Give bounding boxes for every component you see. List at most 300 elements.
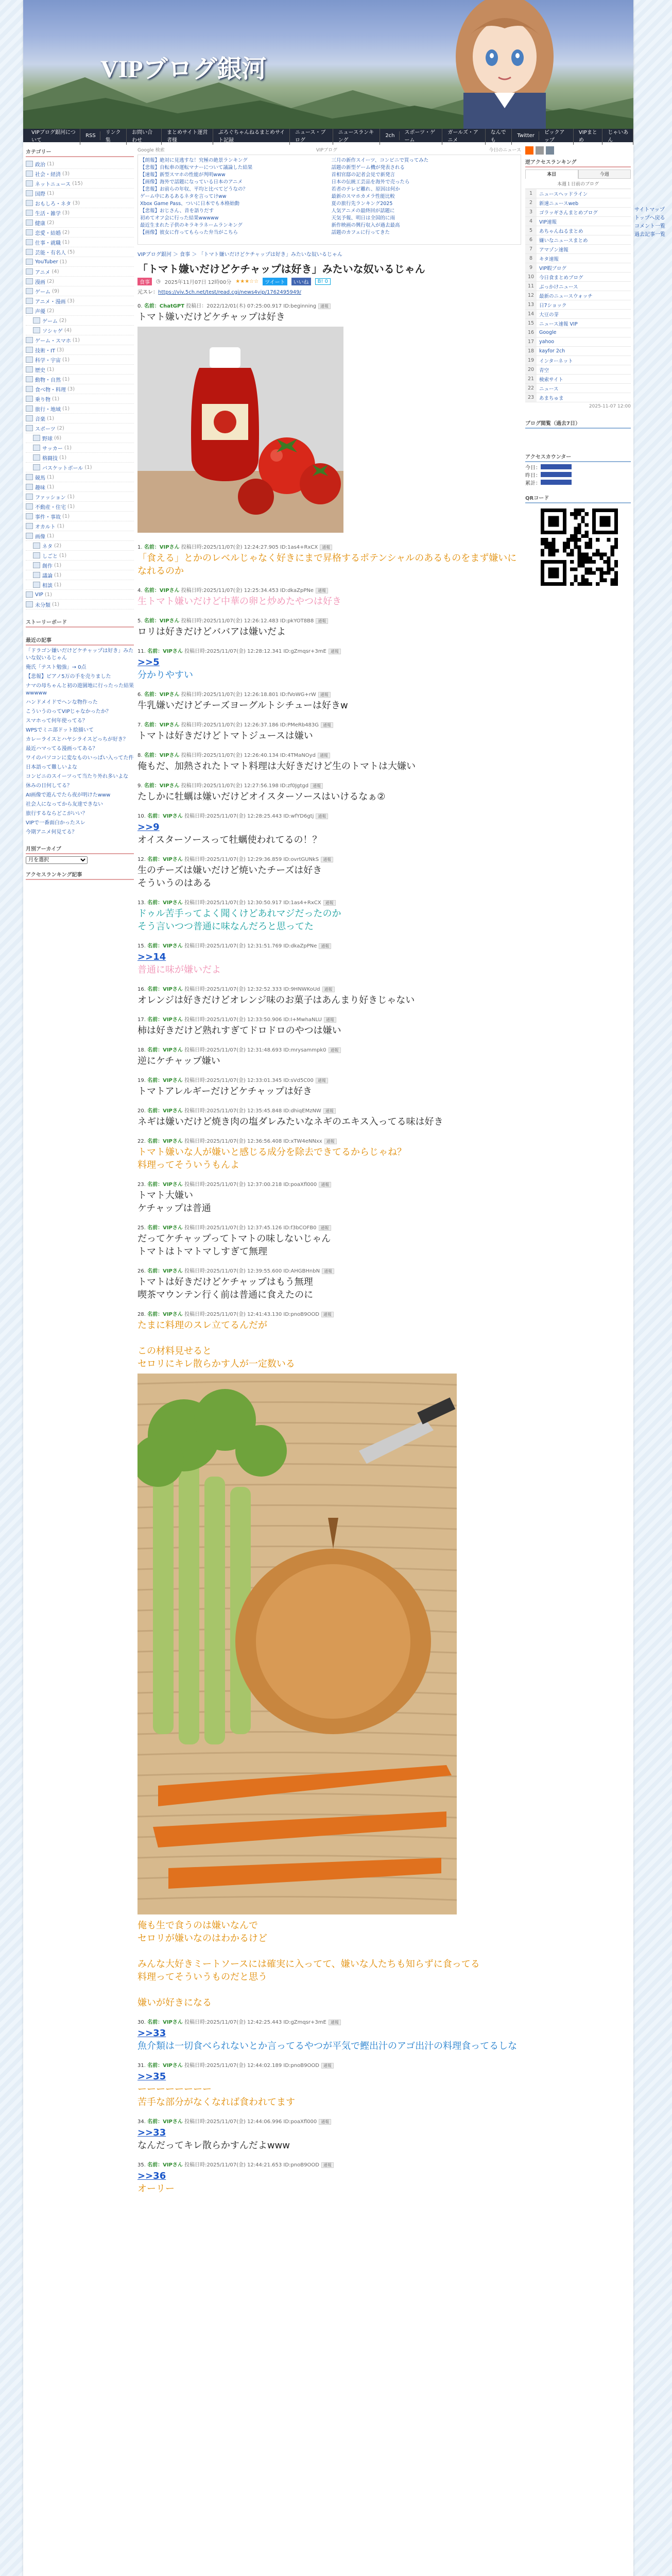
category-item[interactable] [26,365,134,375]
site-title[interactable]: VIPブログ銀河 [100,56,267,83]
grid-icon[interactable] [546,146,554,155]
rank-site[interactable]: あちゃんねるまとめ [539,228,583,234]
category-item[interactable] [26,472,134,482]
report-button[interactable]: 通報 [316,814,328,819]
report-button[interactable]: 通報 [321,2063,334,2069]
post-header: 7. 名前：VIPさん 投稿日時:2025/11/07(金) 12:26:37.186 ID:PMeRb483G 通報 [137,720,521,728]
storyboard-heading: ストーリーボード [26,617,134,628]
ranking-row[interactable] [525,189,631,198]
reply-anchor[interactable]: >>33 [137,2028,166,2039]
rank-site[interactable]: VIP速報 [539,219,557,225]
category-link[interactable]: 食べ物・料理 [35,387,66,393]
category-link[interactable]: アニメ・漫画 [35,299,66,305]
category-link[interactable]: オカルト [35,524,56,530]
rank-site[interactable]: 最新のニュースウォッチ [539,293,593,299]
category-item[interactable] [26,423,134,433]
reply-anchor[interactable]: >>9 [137,822,160,833]
post-number[interactable]: 28 [137,1312,144,1317]
report-button[interactable]: 通報 [320,545,332,550]
rank-site[interactable]: 今日食まとめブログ [539,275,583,281]
nav-link[interactable]: なんでも [487,126,512,145]
post-body [137,1276,521,1301]
category-link[interactable]: 不動産・住宅 [35,504,66,511]
category-link[interactable]: 技術・IT [35,348,56,354]
category-item[interactable] [26,414,134,423]
category-link[interactable]: 漫画 [35,279,45,285]
feed-link[interactable]: 話題のカフェに行ってきた [331,230,390,235]
category-link[interactable]: ゲーム [42,318,58,325]
report-button[interactable]: 通報 [316,588,328,594]
rank-site[interactable]: キタ速報 [539,256,559,262]
category-item[interactable] [26,198,134,208]
feed-link[interactable]: 【悲報】おじさん、昔を語りだす [140,208,214,214]
ranking-row[interactable] [525,356,631,365]
post-number[interactable]: 7 [137,722,141,728]
feed-link[interactable]: 最近生まれた子供のキラキラネームランキング [140,223,243,228]
post-number[interactable]: 16 [137,987,144,992]
post-line: 喫茶マウンテン行く前は普通に食えたのに [137,1290,314,1300]
category-link[interactable]: 競馬 [35,475,45,481]
post-number[interactable]: 22 [137,1139,144,1144]
category-link[interactable]: おもしろ・ネタ [35,201,71,207]
recent-article-link[interactable]: ハンドメイドでヘンな物作った [26,700,98,705]
recent-article-link[interactable]: 【悲報】ピアノ5万の手を売りました [26,674,111,680]
ranking-row[interactable] [525,300,631,310]
category-link[interactable]: 旅行・地域 [35,406,61,413]
category-item[interactable] [26,326,134,335]
feed-link[interactable]: 首相官邸の記者会見で新発言 [331,172,395,178]
category-item[interactable] [26,247,134,257]
nav-link[interactable]: リンク集 [101,126,127,145]
category-link[interactable]: 音楽 [35,416,45,422]
feed-link[interactable]: 【悲報】自転車の運転マナーについて議論した結果 [140,165,253,171]
category-item[interactable] [26,335,134,345]
category-link[interactable]: 動物・自然 [35,377,61,383]
floating-link[interactable]: コメント一覧 [634,224,665,229]
category-link[interactable]: 未分類 [35,602,50,608]
category-link[interactable]: しごと [42,553,58,560]
ranking-row[interactable] [525,235,631,245]
ranking-row[interactable] [525,365,631,375]
post-line: 俺も生で食うのは嫌いなんで [137,1920,258,1931]
category-item[interactable] [26,238,134,247]
category-link[interactable]: ゲーム [35,289,50,295]
post-number[interactable]: 25 [137,1225,144,1231]
category-link[interactable]: ネットニュース [35,181,71,188]
ranking-row[interactable] [525,263,631,273]
rank-site[interactable]: kayfor 2ch [539,348,565,354]
post-number[interactable]: 8 [137,753,141,758]
ranking-row[interactable] [525,198,631,208]
report-button[interactable]: 通報 [316,1078,328,1083]
category-link[interactable]: 議論 [42,573,53,579]
category-link[interactable]: 声優 [35,309,45,315]
feed-link[interactable]: 【悲報】お前らの年収、平均と比べてどうなの？ [140,187,248,192]
feed-link[interactable]: 【画像】彼女に作ってもらった弁当がこちら [140,230,238,235]
category-link[interactable]: YouTuber [35,259,58,265]
category-item[interactable] [26,433,134,443]
post-number[interactable]: 6 [137,692,141,698]
feed-link[interactable]: 【朗報】絶対に見逃すな！究極の絶景ランキング [140,158,248,163]
category-item[interactable] [26,218,134,228]
category-link[interactable]: 政治 [35,162,45,168]
ranking-row[interactable] [525,337,631,347]
report-button[interactable]: 通報 [321,722,333,728]
ranking-row[interactable] [525,254,631,263]
recent-article-link[interactable]: WPSでミニ部ドット絵描いて [26,727,94,733]
post-line: ドゥル苦手ってよく聞くけどあれマジだったのか [137,908,341,919]
report-button[interactable]: 通報 [324,1017,336,1023]
feed-link[interactable]: 新作映画の興行収入が過去最高 [331,223,400,228]
post-number[interactable]: 34 [137,2119,144,2125]
category-item[interactable] [26,512,134,521]
category-item[interactable] [26,394,134,404]
post-header: 16. 名前：VIPさん 投稿日時:2025/11/07(金) 12:32:52.333 ID:9HNWKoUd 通報 [137,985,521,992]
report-button[interactable]: 通報 [322,987,335,992]
floating-link[interactable]: 過去記事一覧 [634,232,665,238]
recent-article-link[interactable]: 今期アニメ何見てる？ [26,829,77,835]
nav-link[interactable]: ニュース・ブログ [291,126,333,145]
category-item[interactable] [26,286,134,296]
reply-anchor[interactable]: >>36 [137,2171,166,2181]
rank-number: 4 [525,217,537,226]
rank-site[interactable]: インターネット [539,358,573,364]
post-number[interactable]: 9 [137,783,141,789]
category-item[interactable] [26,502,134,512]
category-tag[interactable]: 食事 [137,278,152,285]
ranking-row[interactable] [525,319,631,328]
post-number[interactable]: 0 [137,303,141,309]
report-button[interactable]: 通報 [319,2119,331,2125]
post-body [137,1232,521,1258]
report-button[interactable]: 通報 [319,1225,331,1231]
category-item[interactable] [26,541,134,551]
report-button[interactable]: 通報 [329,1047,341,1053]
category-link[interactable]: ファッション [35,495,66,501]
report-button[interactable]: 通報 [318,753,330,758]
hatena-bookmark-button[interactable]: B! 0 [315,278,331,285]
category-link[interactable]: 野球 [42,436,53,442]
category-item[interactable] [26,404,134,414]
post-number[interactable]: 26 [137,1268,144,1274]
category-link[interactable]: 乗り物 [35,397,50,403]
post-number[interactable]: 19 [137,1078,144,1083]
comment-post [137,647,521,682]
category-link[interactable]: バスケットボール [42,465,83,471]
nav-link[interactable]: ピックアップ [540,126,574,145]
nav-link[interactable]: RSS [81,131,100,140]
category-item[interactable] [26,521,134,531]
report-button[interactable]: 通報 [316,618,328,624]
category-link[interactable]: 画像 [35,534,45,540]
category-item[interactable] [26,169,134,179]
category-link[interactable]: 恋愛・結婚 [35,230,61,236]
category-link[interactable]: 社会・経済 [35,172,61,178]
ranking-row[interactable] [525,375,631,384]
ranking-row[interactable] [525,347,631,356]
feed-link[interactable]: 人気アニメの最終回が話題に [331,208,395,214]
report-button[interactable]: 通報 [311,783,323,789]
report-button[interactable]: 通報 [321,2162,334,2168]
post-number[interactable]: 18 [137,1047,144,1053]
category-link[interactable]: 趣味 [35,485,45,491]
post-number[interactable]: 15 [137,943,144,949]
category-item[interactable] [26,306,134,316]
mail-icon[interactable] [536,146,544,155]
category-item[interactable] [26,492,134,502]
nav-link[interactable]: スポーツ・ゲーム [401,126,443,145]
category-item[interactable] [26,159,134,169]
recent-article-link[interactable]: 休みの日何してる？ [26,783,72,789]
report-button[interactable]: 通報 [329,649,341,654]
post-number[interactable]: 31 [137,2063,144,2069]
nav-link[interactable]: 2ch [381,131,399,140]
tab-today[interactable]: 本日 [525,170,578,179]
post-number[interactable]: 30 [137,2020,144,2025]
ranking-row[interactable] [525,282,631,291]
tab-week[interactable]: 今週 [578,170,631,179]
rank-site[interactable]: 青空 [539,367,549,374]
post-number[interactable]: 10 [137,814,144,819]
category-item[interactable] [26,179,134,189]
post-body [137,994,521,1007]
category-item[interactable] [26,345,134,355]
post-number[interactable]: 13 [137,900,144,906]
report-button[interactable]: 通報 [319,1182,331,1188]
recent-article-link[interactable]: こういうのってVIPじゃなかったか？ [26,709,111,715]
recent-article-link[interactable]: 社会人になってから友達できない [26,802,103,807]
category-link[interactable]: 格闘技 [42,455,58,462]
ranking-row[interactable] [525,384,631,393]
category-link[interactable]: 科学・宇宙 [35,358,61,364]
category-link[interactable]: 健康 [35,221,45,227]
rank-site[interactable]: Google [539,330,557,335]
reply-anchor[interactable]: >>5 [137,657,160,668]
feed-link[interactable]: 初めてオフ会に行った結果wwwww [140,215,219,221]
nav-link[interactable]: お問い合わせ [128,126,162,145]
category-item[interactable] [26,590,134,600]
category-item[interactable] [26,208,134,218]
category-link[interactable]: VIP [35,591,43,598]
ranking-row[interactable] [525,291,631,300]
ranking-row[interactable] [525,245,631,254]
report-button[interactable]: 通報 [321,1312,334,1317]
category-link[interactable]: 芸能・有名人 [35,250,66,256]
recent-article-link[interactable]: ワイのパソコンに変なものいっぱい入ってた件 [26,755,134,761]
category-link[interactable]: ゲーム・スマホ [35,338,71,344]
rank-site[interactable]: アマゾン速報 [539,247,568,253]
nav-link[interactable]: ニュースランキング [334,126,381,145]
reply-anchor[interactable]: >>35 [137,2071,166,2082]
post-number[interactable]: 11 [137,649,144,654]
post-body [137,907,521,933]
rank-site[interactable]: ゴラッギさんまとめブログ [539,210,598,216]
category-item[interactable] [26,600,134,609]
category-link[interactable]: 国際 [35,191,45,197]
ranking-row[interactable] [525,393,631,402]
ranking-row[interactable] [525,328,631,337]
floating-link[interactable]: トップへ戻る [634,215,665,221]
post-number[interactable]: 12 [137,857,144,862]
rank-site[interactable]: 大豆の芽 [539,312,559,318]
ranking-row[interactable] [525,217,631,226]
category-item[interactable] [26,355,134,365]
recent-article-link[interactable]: 最近ハマってる漫画ってある？ [26,746,98,752]
category-item[interactable] [26,384,134,394]
poster-name: 名前：VIPさん [144,692,180,698]
like-button[interactable]: いいね [291,278,311,285]
rank-site[interactable]: ニュースヘッドライン [539,191,588,197]
category-item[interactable] [26,551,134,561]
nav-link[interactable]: まとめサイト運営者様 [163,126,213,145]
ranking-row[interactable] [525,310,631,319]
post-number[interactable]: 4 [137,588,141,594]
nav-link[interactable]: Twitter [513,131,539,140]
floating-link[interactable]: サイトマップ [634,207,665,213]
nav-link[interactable]: VIPまとめ [575,126,602,145]
category-item[interactable] [26,580,134,590]
post-datetime: 投稿日時:2025/11/07(金) 12:36:56.408 ID:xTW4eNNxx [184,1139,322,1144]
ranking-row[interactable] [525,273,631,282]
post-body [137,595,521,608]
category-link[interactable]: 相談 [42,583,53,589]
category-item[interactable] [26,228,134,238]
breadcrumb[interactable]: VIPブログ銀河 ＞ 食事 ＞ 「トマト嫌いだけどケチャップは好き」みたいな奴いるじゃん [137,252,342,258]
report-button[interactable]: 通報 [323,1108,336,1114]
ranking-row[interactable] [525,226,631,235]
rank-site[interactable]: VIP暇ブログ [539,265,567,272]
recent-article-link[interactable]: 日本語って難しいよな [26,765,77,770]
category-link[interactable]: 生活・雑学 [35,211,61,217]
category-item[interactable] [26,453,134,463]
report-button[interactable]: 通報 [318,692,331,698]
feed-link[interactable]: 若者のテレビ離れ、原因は何か [331,187,400,192]
category-item[interactable] [26,189,134,198]
rank-site[interactable]: ぶっかけニュース [539,284,578,290]
category-link[interactable]: 歴史 [35,367,45,374]
article-title[interactable]: 「トマト嫌いだけどケチャップは好き」みたいな奴いるじゃん [137,263,425,275]
category-item[interactable] [26,561,134,570]
feed-link[interactable]: 【速報】新型スマホの性能が判明www [140,172,226,178]
category-link[interactable]: 創作 [42,563,53,569]
category-item[interactable] [26,443,134,453]
recent-article-link[interactable]: 「ドラゴン嫌いだけどケチャップは好き」みたいな奴いるじゃん [26,648,134,661]
report-button[interactable]: 通報 [319,943,331,949]
rss-icon[interactable] [525,146,533,155]
source-link[interactable]: https://viv.5ch.net/test/read.cgi/news4vip/1762495949/ [158,290,301,295]
recent-article-link[interactable]: カレーライスとハヤシライスどっちが好き？ [26,737,128,742]
post-number[interactable]: 20 [137,1108,144,1114]
feed-link[interactable]: 最新のスマホカメラ性能比較 [331,194,395,199]
category-link[interactable]: サッカー [42,446,63,452]
post-datetime: 投稿日時:2025/11/07(金) 12:27:56.198 ID:zf0Jgtgd [181,783,309,789]
report-button[interactable]: 通報 [329,2020,341,2025]
reply-anchor[interactable]: >>14 [137,952,166,962]
category-link[interactable]: ソシャゲ [42,328,63,334]
recent-article-link[interactable]: AI画像で遊んでたら夜が明けたwww [26,792,111,798]
report-button[interactable]: 通報 [323,900,336,906]
nav-link[interactable]: ぶろぐちゃんねるまとめサイト記録 [214,126,290,145]
category-item[interactable] [26,316,134,326]
rank-site[interactable]: yahoo [539,339,555,345]
report-button[interactable]: 通報 [322,1268,334,1274]
feed-link[interactable]: 三月の新作スイーツ、コンビニで買ってみた [331,158,429,163]
rank-site[interactable]: あまちゅま [539,395,564,401]
rank-site[interactable]: 嫌いなニュースまとめ [539,238,588,244]
post-number[interactable]: 23 [137,1182,144,1188]
category-count: (1) [47,484,55,490]
post-number[interactable]: 5 [137,618,141,624]
recent-article-link[interactable]: スマホって何年使ってる？ [26,718,88,724]
recent-article-link[interactable]: 俺氏「テスト勉強」→ 0点 [26,665,87,670]
category-item[interactable] [26,277,134,286]
antenna-feed-box [137,155,521,245]
post-number[interactable]: 1 [137,545,141,550]
report-button[interactable]: 通報 [324,1139,337,1144]
post-number[interactable]: 35 [137,2162,144,2168]
rank-site[interactable]: ニュース速報 VIP [539,321,578,327]
ranking-row[interactable] [525,208,631,217]
post-datetime: 投稿日時:2025/11/07(金) 12:31:51.769 ID:dkaZpPNe [184,943,317,949]
category-link[interactable]: スポーツ [35,426,56,432]
nav-link[interactable]: じゃいあん [604,126,633,145]
rank-number: 22 [525,384,537,393]
feed-link[interactable]: Xbox Game Pass、ついに日本でも本格始動 [140,201,240,207]
category-link[interactable]: 事件・事故 [35,514,61,520]
feed-link[interactable]: 夏の旅行先ランキング2025 [331,201,393,207]
category-link[interactable]: ネタ [42,544,53,550]
category-link[interactable]: アニメ [35,269,50,276]
feed-link[interactable]: 日本の伝統工芸品を海外で売ったら [331,179,410,185]
recent-article-link[interactable]: コンビニのスイーツって当たり外れ多いよな [26,774,129,779]
global-nav [23,129,633,142]
reply-anchor[interactable]: >>33 [137,2127,166,2138]
rank-site[interactable]: 新速ニュースweb [539,200,579,207]
category-item[interactable] [26,463,134,472]
rank-site[interactable]: 検索サイト [539,377,563,383]
report-button[interactable]: 通報 [321,857,333,862]
rank-number: 16 [525,328,537,337]
nav-link[interactable]: ガールズ・アニメ [443,126,485,145]
category-link[interactable]: 仕事・就職 [35,240,61,246]
category-item[interactable] [26,296,134,306]
category-item[interactable] [26,257,134,267]
archive-select[interactable] [26,856,88,864]
feed-link[interactable]: 【画像】海外で話題になっている日本のアニメ [140,179,243,185]
category-item[interactable] [26,531,134,541]
category-item[interactable] [26,267,134,277]
rank-number: 18 [525,347,537,355]
rank-number: 9 [525,263,537,272]
feed-link[interactable]: 天気予報、明日は全国的に雨 [331,215,395,221]
post-number[interactable]: 17 [137,1017,144,1023]
category-item[interactable] [26,375,134,384]
rank-number: 6 [525,235,537,244]
rank-site[interactable]: 日7ショック [539,302,567,309]
report-button[interactable]: 通報 [318,303,331,309]
recent-article-link[interactable]: 旅行するならどこがいい？ [26,811,88,817]
recent-article-link[interactable]: VIPで一番面白かったスレ [26,820,85,826]
folder-icon [33,317,40,324]
feed-link[interactable]: 話題の新型ゲーム機が発表される [331,165,405,171]
nav-link[interactable]: VIPブログ銀河について [27,126,80,145]
recent-article-link[interactable]: ナマの母ちゃんと初の遊園地に行ったった結果wwwww [26,683,134,696]
category-item[interactable] [26,570,134,580]
category-item[interactable] [26,482,134,492]
feed-link[interactable]: ゲーム中にあるあるネタを言ってけww [140,194,227,199]
tweet-button[interactable]: ツイート [263,278,287,285]
rank-site[interactable]: ニュース [539,386,559,392]
